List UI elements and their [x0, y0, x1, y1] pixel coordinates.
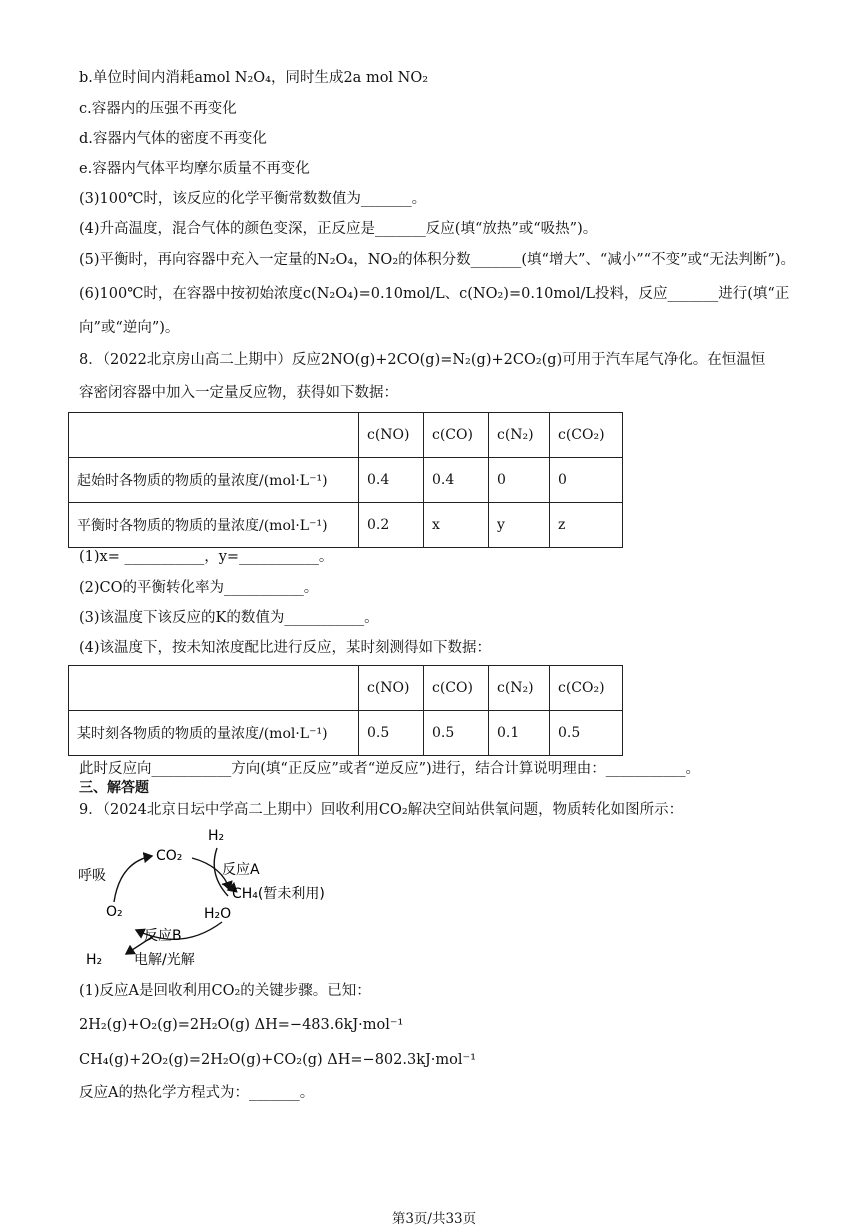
section-heading: 三、解答题	[79, 780, 149, 796]
electrolysis-label: 电解/光解	[134, 952, 195, 968]
o2-label: O₂	[106, 904, 123, 920]
option-d: d.容器内气体的密度不再变化	[79, 131, 267, 147]
table-header-row	[69, 666, 623, 711]
table-cell: 平衡时各物质的物质的量浓度/(mol·L⁻¹)	[69, 503, 359, 548]
table-cell: y	[489, 503, 550, 548]
table-cell	[69, 413, 359, 458]
table-header-cell: c(CO₂)	[550, 666, 623, 711]
q7-part6-cont: 向”或“逆向”)。	[79, 320, 180, 336]
q8-part1: (1)x= ___________，y=___________。	[79, 549, 334, 565]
q8-part3: (3)该温度下该反应的K的数值为___________。	[79, 610, 379, 626]
table-header-row	[69, 413, 623, 458]
table-cell: 0.5	[550, 711, 623, 756]
option-e: e.容器内气体平均摩尔质量不再变化	[79, 161, 310, 177]
q8-data-table-1	[68, 412, 623, 548]
ch4-label: CH₄(暂未利用)	[232, 886, 325, 902]
option-c: c.容器内的压强不再变化	[79, 101, 237, 117]
h2-top-label: H₂	[208, 828, 225, 844]
table-cell	[69, 666, 359, 711]
h2-bottom-label: H₂	[86, 952, 103, 968]
option-b: b.单位时间内消耗amol N₂O₄，同时生成2a mol NO₂	[79, 70, 429, 86]
table-header-cell: c(N₂)	[489, 666, 550, 711]
q7-part5: (5)平衡时，再向容器中充入一定量的N₂O₄，NO₂的体积分数_______(填“增大”、“减小”“不变”或“无法判断”)。	[79, 252, 795, 268]
table-header-cell: c(NO)	[359, 413, 424, 458]
co2-label: CO₂	[156, 848, 183, 864]
table-cell: 某时刻各物质的物质的量浓度/(mol·L⁻¹)	[69, 711, 359, 756]
table-cell: 0.5	[424, 711, 489, 756]
table-cell: 0.2	[359, 503, 424, 548]
q8-part5: 此时反应向___________方向(填“正反应”或者“逆反应”)进行，结合计算说明理由：___________。	[79, 761, 700, 777]
table-header-cell: c(NO)	[359, 666, 424, 711]
q7-part3: (3)100℃时，该反应的化学平衡常数数值为_______。	[79, 191, 427, 207]
table-row	[69, 458, 623, 503]
table-cell: 起始时各物质的物质的量浓度/(mol·L⁻¹)	[69, 458, 359, 503]
table-cell: z	[550, 503, 623, 548]
table-cell: 0.4	[359, 458, 424, 503]
table-row	[69, 711, 623, 756]
page-number: 第3页/共33页	[391, 1211, 477, 1227]
table-row	[69, 503, 623, 548]
q7-part6: (6)100℃时，在容器中按初始浓度c(N₂O₄)=0.10mol/L、c(NO₂)=0.10mol/L投料，反应_______进行(填“正	[79, 286, 790, 302]
table-cell: 0	[489, 458, 550, 503]
q8-part2: (2)CO的平衡转化率为___________。	[79, 580, 319, 596]
table-header-cell: c(N₂)	[489, 413, 550, 458]
q9-part1-answer: 反应A的热化学方程式为：_______。	[79, 1085, 315, 1101]
table-cell: 0.1	[489, 711, 550, 756]
table-cell: 0.5	[359, 711, 424, 756]
reaction-a-label: 反应A	[222, 862, 260, 878]
q8-stem-cont: 容密闭容器中加入一定量反应物，获得如下数据：	[79, 385, 398, 401]
q8-stem: 8．（2022北京房山高二上期中）反应2NO(g)+2CO(g)=N₂(g)+2CO₂(g)可用于汽车尾气净化。在恒温恒	[79, 352, 766, 368]
table-cell: x	[424, 503, 489, 548]
table-header-cell: c(CO₂)	[550, 413, 623, 458]
q9-stem: 9．（2024北京日坛中学高二上期中）回收利用CO₂解决空间站供氧问题，物质转化如图所示：	[79, 802, 684, 818]
table-header-cell: c(CO)	[424, 413, 489, 458]
table-header-cell: c(CO)	[424, 666, 489, 711]
q9-part1: (1)反应A是回收利用CO₂的关键步骤。已知：	[79, 983, 371, 999]
table-cell: 0	[550, 458, 623, 503]
equation-2: CH₄(g)+2O₂(g)=2H₂O(g)+CO₂(g) ΔH=−802.3kJ·mol⁻¹	[79, 1052, 477, 1068]
q8-part4: (4)该温度下，按未知浓度配比进行反应，某时刻测得如下数据：	[79, 640, 492, 656]
table-cell: 0.4	[424, 458, 489, 503]
h2o-label: H₂O	[204, 906, 232, 922]
equation-1: 2H₂(g)+O₂(g)=2H₂O(g) ΔH=−483.6kJ·mol⁻¹	[79, 1017, 404, 1033]
material-cycle-diagram	[72, 822, 362, 972]
arrow-o2-to-co2	[114, 856, 152, 902]
reaction-b-label: 反应B	[144, 928, 182, 944]
q7-part4: (4)升高温度，混合气体的颜色变深，正反应是_______反应(填“放热”或“吸热”)。	[79, 221, 598, 237]
q8-data-table-2	[68, 665, 623, 756]
breath-label: 呼吸	[78, 868, 106, 884]
